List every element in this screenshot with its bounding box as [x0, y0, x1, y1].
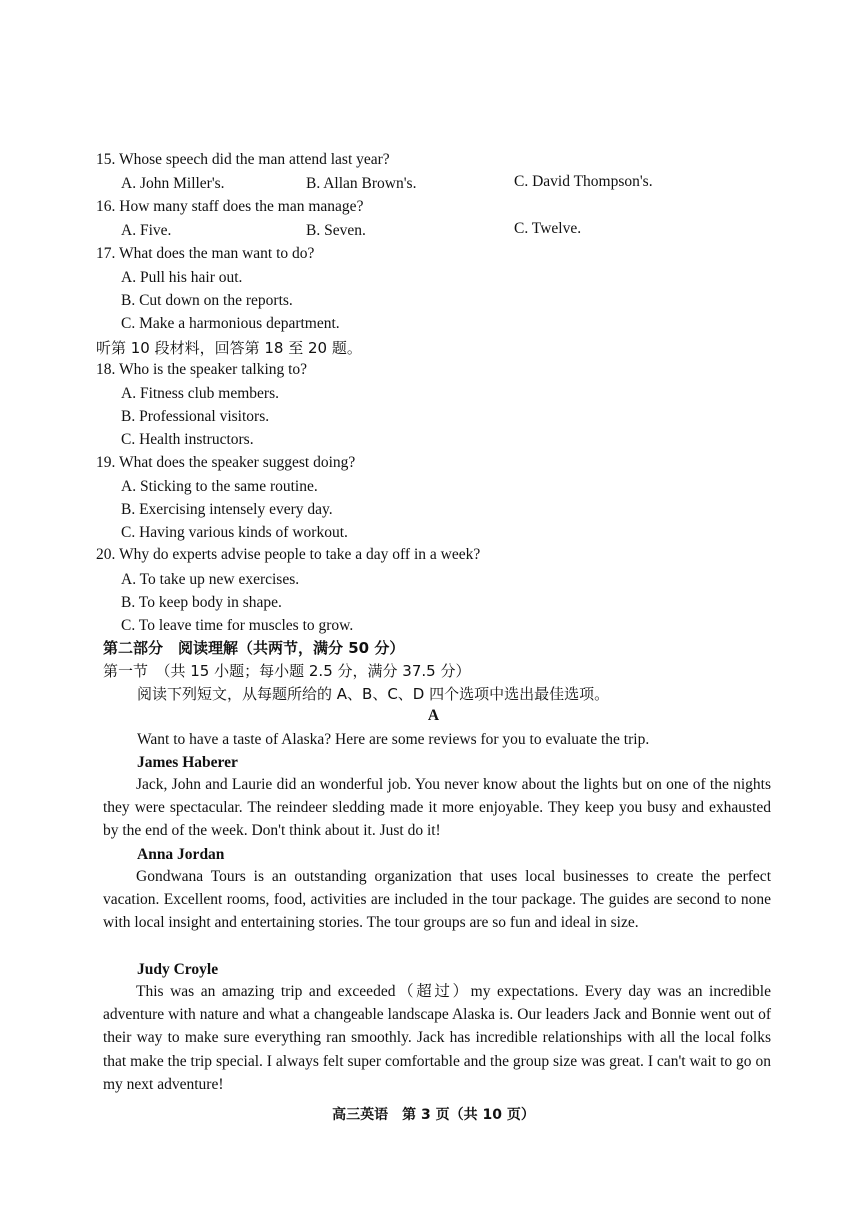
- question-16-option-c: C. Twelve.: [514, 220, 582, 237]
- part-two-title: 第二部分 阅读理解（共两节，满分 50 分）: [103, 639, 405, 657]
- question-15-option-a: A. John Miller's.: [121, 175, 225, 192]
- question-18-stem: 18. Who is the speaker talking to?: [96, 361, 308, 378]
- question-20-option-b: B. To keep body in shape.: [121, 594, 282, 611]
- question-19-option-a: A. Sticking to the same routine.: [121, 478, 318, 495]
- question-18-option-b: B. Professional visitors.: [121, 408, 270, 425]
- question-15-option-b: B. Allan Brown's.: [306, 175, 417, 192]
- question-19-option-b: B. Exercising intensely every day.: [121, 501, 333, 518]
- question-18-option-c: C. Health instructors.: [121, 431, 254, 448]
- question-15-stem: 15. Whose speech did the man attend last year?: [96, 151, 390, 168]
- question-16-option-b: B. Seven.: [306, 222, 366, 239]
- question-20-option-c: C. To leave time for muscles to grow.: [121, 617, 354, 634]
- passage-label: A: [427, 707, 440, 724]
- question-16-option-a: A. Five.: [121, 222, 172, 239]
- question-20-option-a: A. To take up new exercises.: [121, 571, 300, 588]
- page-footer: 高三英语 第 3 页（共 10 页）: [332, 1107, 535, 1123]
- reading-direction: 阅读下列短文，从每题所给的 A、B、C、D 四个选项中选出最佳选项。: [137, 685, 610, 703]
- question-16-stem: 16. How many staff does the man manage?: [96, 198, 364, 215]
- question-19-stem: 19. What does the speaker suggest doing?: [96, 454, 356, 471]
- question-19-option-c: C. Having various kinds of workout.: [121, 524, 348, 541]
- listening-instruction: 听第 10 段材料，回答第 18 至 20 题。: [96, 339, 362, 357]
- review-text: This was an amazing trip and exceeded（超过）my expectations. Every day was an incredible adventure with nature and what a changeable landscape Alaska is. Our leaders Jack and Bonnie went out of their way to make sure everything ran smoothly. Jack has incredible relationships with all the local folks that make the trip special. I always felt super comfortable and the group size was great. I can't wait to go on my next adventure!: [103, 983, 771, 1093]
- reviewer-name: Anna Jordan: [137, 846, 225, 863]
- section-one-title: 第一节 （共 15 小题；每小题 2.5 分，满分 37.5 分）: [103, 662, 471, 680]
- reviewer-name: James Haberer: [137, 754, 238, 771]
- question-17-option-b: B. Cut down on the reports.: [121, 292, 293, 309]
- review-text: Jack, John and Laurie did an wonderful job. You never know about the lights but on one of the nights they were spectacular. The reindeer sledding made it more enjoyable. They keep you busy and exhausted by the end of the week. Don't think about it. Just do it!: [103, 776, 771, 840]
- question-17-stem: 17. What does the man want to do?: [96, 245, 315, 262]
- question-15-option-c: C. David Thompson's.: [514, 173, 653, 190]
- question-17-option-a: A. Pull his hair out.: [121, 269, 243, 286]
- question-20-stem: 20. Why do experts advise people to take a day off in a week?: [96, 546, 481, 563]
- reviewer-name: Judy Croyle: [137, 961, 219, 978]
- review-text: Gondwana Tours is an outstanding organization that uses local businesses to create the perfect vacation. Excellent rooms, food, activities are included in the tour package. The guides are second to none with local insight and entertaining stories. The tour groups are so fun and ideal in size.: [103, 868, 771, 932]
- passage-intro: Want to have a taste of Alaska? Here are some reviews for you to evaluate the trip.: [137, 731, 650, 748]
- question-17-option-c: C. Make a harmonious department.: [121, 315, 340, 332]
- question-18-option-a: A. Fitness club members.: [121, 385, 279, 402]
